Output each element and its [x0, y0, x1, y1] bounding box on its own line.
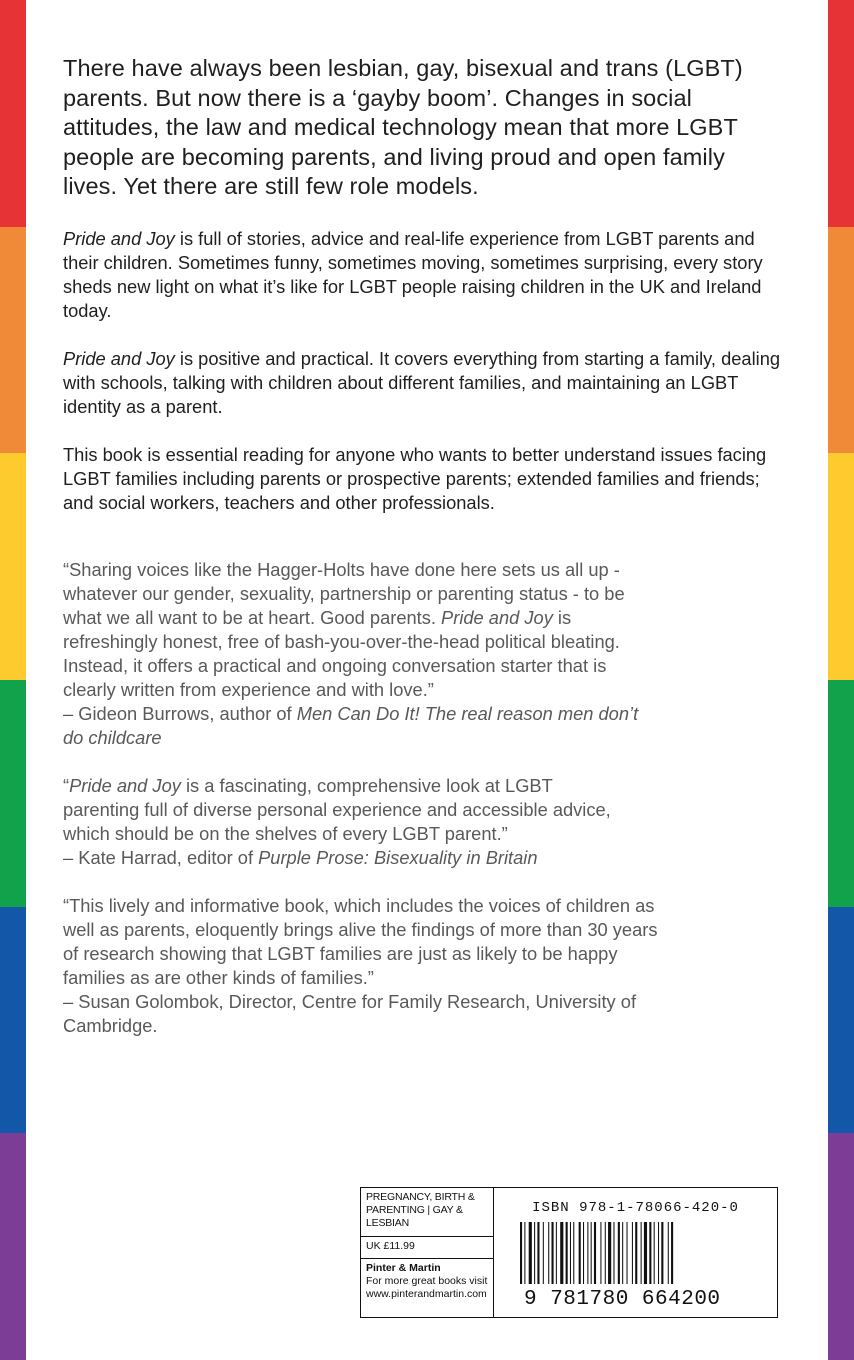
barcode-bar — [534, 1222, 535, 1284]
endorsement-attribution: – Susan Golombok, Director, Centre for Family Research, University of Cambridge. — [63, 990, 637, 1036]
stripe-right — [828, 1133, 854, 1360]
stripe-right — [828, 0, 854, 227]
barcode-bar — [566, 1222, 568, 1284]
stripe-left — [0, 227, 26, 454]
publisher-promo: For more great books visit — [366, 1275, 488, 1287]
endorsement-quote: “This lively and informative book, which includes the voices of children as well as parents, eloquently brings alive the findings of more than 30 years of research showing that LGBT families are just as likely to be happy families as are other kinds of families.” – Susan Golombok, Director, Centre for Family Research, University of Cambridge. — [63, 894, 663, 1038]
barcode-bar — [594, 1222, 596, 1284]
barcode-bar — [543, 1222, 544, 1284]
barcode-bar — [573, 1222, 574, 1284]
barcode-bar — [529, 1222, 532, 1284]
barcode-bar — [583, 1222, 584, 1284]
book-title: Pride and Joy — [63, 347, 175, 369]
barcode-bar — [632, 1222, 633, 1284]
barcode-bar — [600, 1222, 601, 1284]
isbn-label: ISBN 978-1-78066-420-0 — [532, 1200, 739, 1216]
publisher-block — [361, 1259, 493, 1304]
stripe-left — [0, 453, 26, 680]
barcode-bar — [622, 1222, 623, 1284]
lead-paragraph: There have always been lesbian, gay, bisexual and trans (LGBT) parents. But now there is a ‘gayby boom’. Changes in social attitudes, the law and medical technology mean that more LGBT people are becoming parents, and living proud and open family lives. Yet there are still few role models. — [63, 55, 743, 199]
barcode-bar — [627, 1222, 628, 1284]
stripe-right — [828, 453, 854, 680]
stripe-left — [0, 1133, 26, 1360]
barcode-bar — [605, 1222, 606, 1284]
barcode-bar — [524, 1222, 525, 1284]
endorsement-attribution: – Kate Harrad, editor of Purple Prose: Bisexuality in Britain — [63, 846, 538, 868]
endorsements — [63, 558, 783, 1038]
back-cover-text — [63, 54, 783, 1062]
barcode-bar — [556, 1222, 557, 1284]
barcode-bar — [591, 1222, 592, 1284]
barcode-bar — [661, 1222, 663, 1284]
category-label: PREGNANCY, BIRTH & PARENTING | GAY & LESBIAN — [361, 1188, 493, 1237]
barcode-bar — [668, 1222, 669, 1284]
barcode-panel — [494, 1188, 777, 1317]
stripe-left — [0, 907, 26, 1134]
product-info-box — [360, 1187, 778, 1318]
barcode-bar — [520, 1222, 522, 1284]
barcode-bar — [579, 1222, 581, 1284]
barcode-bar — [658, 1222, 659, 1284]
barcode-bar — [560, 1222, 563, 1284]
blurb-paragraph-2: Pride and Joy is positive and practical. It covers everything from starting a family, dealing with schools, talking with children about different families, and maintaining an LGBT identity as a parent. — [63, 347, 781, 417]
barcode-bar — [635, 1222, 637, 1284]
book-title: Pride and Joy — [63, 227, 175, 249]
stripe-right — [828, 680, 854, 907]
barcode-bar — [552, 1222, 554, 1284]
barcode-bar — [644, 1222, 647, 1284]
endorsement-quote: “Sharing voices like the Hagger-Holts have done here sets us all up - whatever our gender, sexuality, partnership or parenting status - to be what we all want to be at heart. Good parents. Pride and Joy is refreshingly honest, free of bash-you-over-the-head political bleating. Instead, it offers a practical and ongoing conversation starter that is clearly written from experience and with love.” – Gideon Burrows, author of Men Can Do It! The real reason men don’t do childcare — [63, 558, 653, 750]
book-info-panel — [361, 1188, 494, 1317]
price-label: UK £11.99 — [361, 1237, 493, 1259]
barcode-graphic — [520, 1222, 745, 1284]
publisher-url: www.pinterandmartin.com — [366, 1288, 487, 1300]
endorsement-quote: “Pride and Joy is a fascinating, comprehensive look at LGBT parenting full of diverse personal experience and accessible advice, which should be on the shelves of every LGBT parent.” – Kate Harrad, editor of Purple Prose: Bisexuality in Britain — [63, 774, 623, 870]
blurb-paragraph-3: This book is essential reading for anyone who wants to better understand issues facing LGBT families including parents or prospective parents; extended families and friends; and social workers, teachers and other professionals. — [63, 443, 767, 513]
barcode-digits: 9 781780 664200 — [522, 1288, 767, 1311]
stripe-left — [0, 0, 26, 227]
endorsement-attribution: – Gideon Burrows, author of Men Can Do It! The real reason men don’t do childcare — [63, 702, 639, 748]
barcode-bar — [641, 1222, 642, 1284]
barcode-bar — [618, 1222, 620, 1284]
barcode-bar — [654, 1222, 655, 1284]
stripe-right — [828, 907, 854, 1134]
stripe-left — [0, 680, 26, 907]
barcode-bar — [649, 1222, 651, 1284]
barcode-bar — [613, 1222, 614, 1284]
barcode-bar — [570, 1222, 571, 1284]
publisher-name: Pinter & Martin — [366, 1262, 441, 1274]
barcode-bar — [587, 1222, 588, 1284]
stripe-right — [828, 227, 854, 454]
barcode-bar — [548, 1222, 549, 1284]
blurb-paragraph-1: Pride and Joy is full of stories, advice and real-life experience from LGBT parents and their children. Sometimes funny, sometimes moving, sometimes surprising, every story sheds new light on what it’s like for LGBT people raising children in the UK and Ireland today. — [63, 227, 763, 321]
barcode-bar — [537, 1222, 539, 1284]
barcode-bar — [671, 1222, 673, 1284]
barcode-bar — [608, 1222, 611, 1284]
